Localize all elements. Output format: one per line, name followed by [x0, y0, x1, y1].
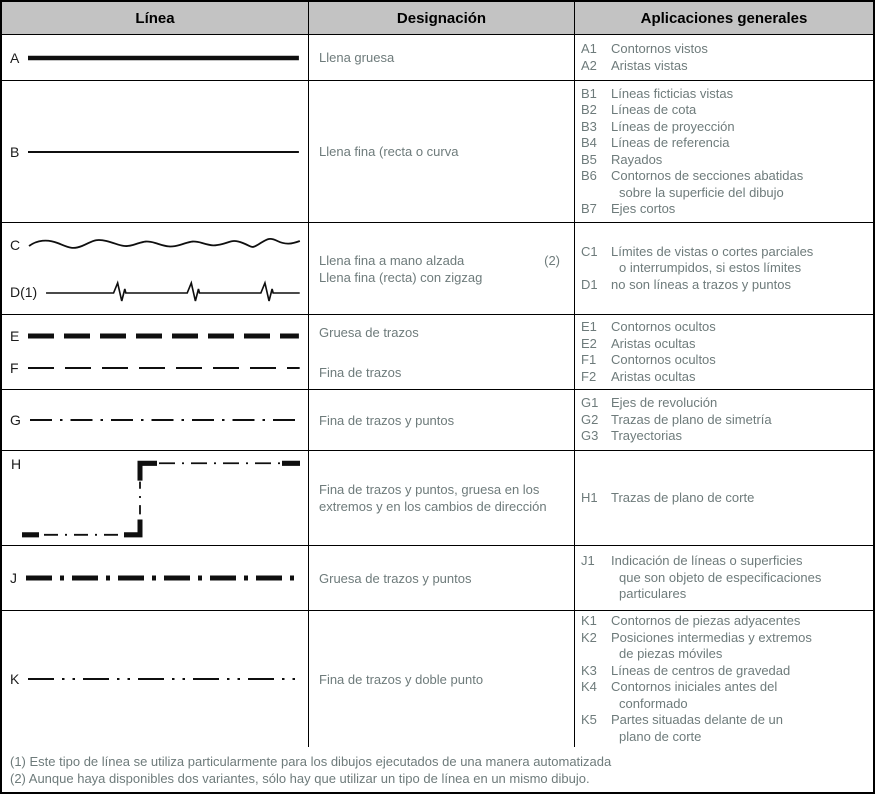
line-sample-cell-G — [2, 390, 309, 450]
applications-cell-B — [575, 81, 873, 222]
application-item-B7 — [575, 201, 869, 218]
designation-text: Fina de trazos — [319, 364, 402, 380]
application-item-C1 — [575, 244, 869, 261]
designation-cell-K — [309, 611, 575, 747]
application-item-H1 — [575, 490, 869, 507]
table-row-CD — [2, 223, 873, 315]
footnote-1: (1) Este tipo de línea se utiliza particularmente para los dibujos ejecutados de una manera automatizada — [10, 753, 612, 769]
line-sample-cell-J — [2, 546, 309, 610]
application-code: G1 — [581, 395, 599, 411]
application-code: J1 — [581, 553, 595, 569]
line-sample-cell-A — [2, 35, 309, 80]
table-row-J — [2, 546, 873, 611]
application-item-B1 — [575, 86, 869, 103]
application-text: Rayados — [611, 151, 663, 167]
designation-cell-A — [309, 35, 575, 80]
application-code: G3 — [581, 428, 599, 444]
line-sample-cell-B — [2, 81, 309, 222]
application-text-continued: de piezas móviles — [619, 646, 723, 661]
application-item-E2 — [575, 336, 869, 353]
application-item-K4 — [575, 679, 869, 696]
application-item-B5 — [575, 152, 869, 169]
applications-cell-G — [575, 390, 873, 450]
application-text: Contornos vistos — [611, 41, 708, 56]
application-code: E1 — [581, 319, 597, 334]
designation-text: Llena fina (recta o curva — [319, 144, 459, 159]
application-code: K4 — [581, 679, 597, 694]
application-code: K5 — [581, 712, 597, 727]
designation-note: (2) — [544, 252, 560, 268]
applications-cell-K — [575, 611, 873, 747]
applications-cell-EF — [575, 315, 873, 389]
line-label-E: E — [10, 328, 20, 344]
application-item-A1 — [575, 41, 869, 58]
application-code: B1 — [581, 85, 597, 101]
line-label-H: H — [11, 456, 22, 472]
application-text: Trazas de plano de simetría — [611, 411, 772, 427]
application-text-continued: sobre la superficie del dibujo — [619, 184, 784, 200]
table-header-row — [2, 2, 873, 35]
line-pattern-svg — [2, 451, 308, 545]
line-sample-cell-H — [2, 451, 309, 545]
header-col-linea: Línea — [2, 2, 309, 34]
application-text-continued: que son objeto de especificaciones — [619, 569, 822, 585]
designation-cell-CD — [309, 223, 575, 314]
designation-text: Llena fina (recta) con zigzag — [319, 269, 483, 285]
line-pattern-svg — [26, 322, 302, 350]
application-item-B4 — [575, 135, 869, 152]
application-code: K1 — [581, 613, 597, 628]
application-code: A2 — [581, 57, 597, 73]
application-text: Trayectorias — [611, 428, 683, 444]
table-row-A — [2, 35, 873, 81]
table-row-B — [2, 81, 873, 223]
application-text: Partes situadas delante de un — [611, 712, 784, 727]
line-pattern-svg — [26, 138, 302, 166]
application-text: Contornos iniciales antes del — [611, 679, 778, 694]
application-code: G2 — [581, 411, 599, 427]
application-code: F1 — [581, 352, 597, 367]
application-code: B7 — [581, 201, 597, 216]
application-text: Límites de vistas o cortes parciales — [611, 243, 814, 259]
line-label-F: F — [10, 360, 19, 376]
line-label-K: K — [10, 671, 20, 687]
line-label-A: A — [10, 49, 20, 66]
line-sample-J — [2, 564, 308, 592]
designation-text: Gruesa de trazos — [319, 324, 419, 340]
line-sample-cell-EF — [2, 315, 309, 389]
line-sample-K — [2, 665, 308, 693]
line-sample-A — [2, 44, 308, 72]
application-text: Contornos de secciones abatidas — [611, 168, 804, 183]
application-item-G1 — [575, 395, 869, 412]
application-text: Líneas de proyección — [611, 118, 735, 134]
application-text: Líneas ficticias vistas — [611, 85, 734, 101]
application-item-K2 — [575, 630, 869, 647]
applications-cell-J — [575, 546, 873, 610]
application-code: B2 — [581, 102, 597, 117]
application-code: B6 — [581, 168, 597, 183]
table-row-H — [2, 451, 873, 546]
footnote-2: (2) Aunque haya disponibles dos variantes, sólo hay que utilizar un tipo de línea en un mismo dibujo. — [10, 770, 590, 786]
application-text-continued: conformado — [619, 695, 688, 711]
line-sample-C — [2, 231, 308, 259]
designation-text: Llena fina a mano alzada (2) — [319, 252, 560, 268]
line-label-B: B — [10, 143, 20, 160]
line-pattern-svg — [28, 406, 302, 434]
application-text: Aristas ocultas — [611, 368, 696, 384]
application-text: Contornos ocultos — [611, 319, 716, 334]
application-code: K2 — [581, 629, 597, 645]
designation-cell-EF — [309, 315, 575, 389]
table-row-K — [2, 611, 873, 747]
application-code: D1 — [581, 276, 598, 292]
application-code: B3 — [581, 118, 597, 134]
line-sample-F — [2, 354, 308, 382]
application-text: Aristas ocultas — [611, 335, 696, 351]
designation-cell-G — [309, 390, 575, 450]
application-item-B6 — [575, 168, 869, 185]
line-label-G: G — [10, 412, 21, 428]
designation-text: Gruesa de trazos y puntos — [319, 570, 472, 586]
application-item-J1 — [575, 553, 869, 570]
line-pattern-svg — [26, 665, 302, 693]
application-text: Líneas de cota — [611, 102, 697, 117]
application-code: C1 — [581, 243, 598, 259]
applications-cell-CD — [575, 223, 873, 314]
application-item-E1 — [575, 319, 869, 336]
line-pattern-svg — [24, 564, 302, 592]
application-text-continued: o interrumpidos, si estos límites — [619, 260, 802, 276]
applications-cell-A — [575, 35, 873, 80]
application-item-K3 — [575, 663, 869, 680]
header-col-designacion: Designación — [309, 2, 575, 34]
header-col-aplicaciones: Aplicaciones generales — [640, 9, 808, 27]
application-text: Contornos ocultos — [611, 352, 716, 367]
application-code: E2 — [581, 335, 597, 351]
application-item-D1 — [575, 277, 869, 294]
line-pattern-svg — [26, 44, 302, 72]
designation-cell-B — [309, 81, 575, 222]
application-code: H1 — [581, 489, 598, 505]
application-text-continued: particulares — [619, 586, 687, 602]
line-sample-cell-K — [2, 611, 309, 747]
application-item-B3 — [575, 119, 869, 136]
designation-text: Fina de trazos y doble punto — [319, 671, 484, 687]
application-code: B4 — [581, 135, 597, 150]
application-text-continued: plano de corte — [619, 728, 702, 744]
designation-cell-J — [309, 546, 575, 610]
application-text: no son líneas a trazos y puntos — [611, 276, 791, 292]
application-text: Indicación de líneas o superficies — [611, 553, 803, 569]
application-text: Posiciones intermedias y extremos — [611, 629, 812, 645]
line-sample-B — [2, 138, 308, 166]
footnotes — [2, 747, 873, 792]
application-code: A1 — [581, 41, 597, 56]
designation-text: Fina de trazos y puntos — [319, 412, 455, 428]
line-pattern-svg — [44, 277, 302, 307]
application-text: Trazas de plano de corte — [611, 489, 755, 505]
line-pattern-svg — [26, 354, 302, 382]
application-code: K3 — [581, 662, 597, 678]
application-item-F2 — [575, 369, 869, 386]
application-text: Líneas de centros de gravedad — [611, 662, 791, 678]
line-sample-cell-CD — [2, 223, 309, 314]
application-text: Líneas de referencia — [611, 135, 730, 150]
application-text: Aristas vistas — [611, 57, 688, 73]
designation-text: Llena gruesa — [319, 50, 395, 65]
line-pattern-svg — [27, 231, 302, 259]
application-item-K5 — [575, 712, 869, 729]
application-text: Contornos de piezas adyacentes — [611, 613, 801, 628]
footnotes-row — [2, 747, 873, 792]
line-label-D(1): D(1) — [10, 283, 38, 300]
line-sample-E — [2, 322, 308, 350]
application-item-F1 — [575, 352, 869, 369]
application-item-K1 — [575, 613, 869, 630]
line-sample-G — [2, 406, 308, 434]
line-sample-D(1) — [2, 277, 308, 307]
application-code: B5 — [581, 151, 597, 167]
application-item-G2 — [575, 412, 869, 429]
application-item-B2 — [575, 102, 869, 119]
application-item-G3 — [575, 428, 869, 445]
designation-cell-H — [309, 451, 575, 545]
application-text: Ejes de revolución — [611, 395, 718, 411]
designation-text: Fina de trazos y puntos, gruesa en los extremos y en los cambios de dirección — [319, 482, 547, 514]
table-row-G — [2, 390, 873, 451]
applications-cell-H — [575, 451, 873, 545]
line-label-J: J — [10, 570, 17, 586]
line-label-C: C — [10, 236, 21, 253]
table-row-EF — [2, 315, 873, 390]
application-code: F2 — [581, 368, 597, 384]
application-item-A2 — [575, 58, 869, 75]
application-text: Ejes cortos — [611, 201, 676, 216]
